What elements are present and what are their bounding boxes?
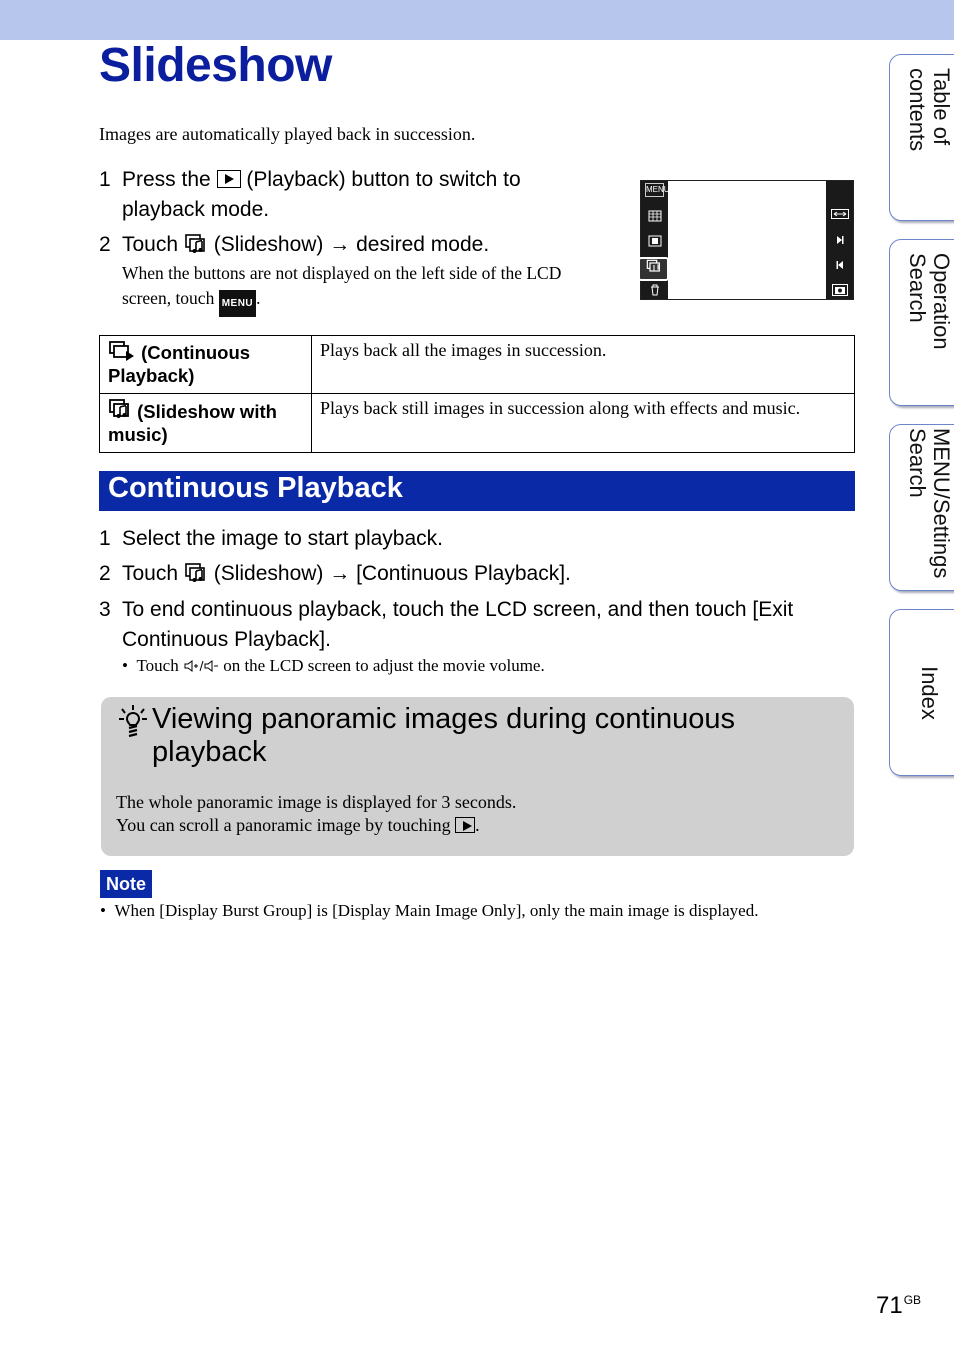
page-number-suffix: GB [903,1293,922,1307]
volume-up-down-icon [183,659,219,673]
step-number: 2 [99,233,111,256]
prev-icon [830,260,849,272]
lcd-menu-button: MENU [645,183,664,197]
lcd-left-column [641,181,668,299]
bullet-dot: • [100,901,115,920]
playback-icon [217,170,241,188]
mode-name-cell [100,394,312,453]
note-label: Note [100,870,152,898]
tip-box [101,697,854,856]
step-text: Touch [122,562,184,585]
tab-label: Table of contents [905,67,954,151]
tip-text [116,791,516,837]
slideshow-icon [184,562,208,586]
step-text: Continuous Playback]. [122,628,331,651]
step-2-note [122,261,561,317]
step-number: 2 [99,562,111,585]
slideshow-icon [184,233,208,257]
step-text: Press the [122,168,217,191]
volume-bullet [122,656,545,676]
tip-line: The whole panoramic image is displayed for 3 seconds. [116,792,517,812]
mode-name: (Continuous Playback) [108,342,251,386]
note-bullet [100,901,758,921]
note-line: screen, touch [122,288,219,308]
table-row [100,394,855,453]
step-text: Touch [122,233,184,256]
zoom-icon [645,235,664,249]
arrows-icon [830,209,849,221]
mode-name-cell [100,336,312,394]
intro-text: Images are automatically played back in succession. [99,124,476,144]
tab-index[interactable] [889,609,954,776]
tip-line: You can scroll a panoramic image by touching [116,815,456,835]
step-text: playback mode. [122,198,270,221]
step-text: Select the image to start playback. [122,527,443,550]
note-line: When the buttons are not displayed on the left side of the LCD [122,263,562,283]
tab-operation-search[interactable] [889,239,954,406]
continuous-playback-icon [108,340,136,362]
note-text: When [Display Burst Group] is [Display Main Image Only], only the main image is displayed. [114,901,759,920]
mode-name: (Slideshow with music) [108,401,277,445]
bullet-dot: • [122,656,137,675]
header-bar [0,0,954,40]
mode-description: Plays back all the images in succession. [312,336,855,394]
next-icon [830,235,849,247]
lightbulb-hint-icon [118,703,148,739]
lcd-screen-illustration [640,180,854,300]
step-number: 1 [99,168,111,191]
playback-icon [455,817,475,833]
tab-label: Index [917,665,942,720]
section-title: Continuous Playback [108,472,403,504]
step-text: (Slideshow) → desired mode. [207,233,490,256]
bullet-text: on the LCD screen to adjust the movie volume. [218,656,545,675]
tab-menu-settings-search[interactable] [889,424,954,591]
tip-title: Viewing panoramic images during continuous playback [152,703,736,768]
section-heading [99,471,855,511]
step-text: To end continuous playback, touch the LCD screen, and then touch [Exit [122,598,794,621]
camera-icon [830,284,849,296]
table-row [100,336,855,394]
bullet-text: Touch [136,656,183,675]
page-number [876,1292,921,1320]
mode-description: Plays back still images in succession along with effects and music. [312,394,855,453]
step-text: (Slideshow) → [Continuous Playback]. [207,562,571,585]
tip-line: . [475,815,480,835]
step-text: (Playback) button to switch to [240,168,521,191]
tab-label: Operation Search [905,252,954,350]
slideshow-icon [638,257,669,281]
grid-icon [645,210,664,224]
step-number: 1 [99,527,111,550]
slideshow-music-icon [108,398,132,422]
step-number: 3 [99,598,111,621]
trash-icon [645,284,664,298]
page-title: Slideshow [99,39,332,92]
note-line: . [256,288,261,308]
lcd-right-column [826,181,853,299]
menu-icon: MENU [219,290,256,317]
tab-table-of-contents[interactable] [889,54,954,221]
tab-label: MENU/Settings Search [905,427,954,578]
modes-table [99,335,855,453]
page-number-value: 71 [876,1292,903,1319]
